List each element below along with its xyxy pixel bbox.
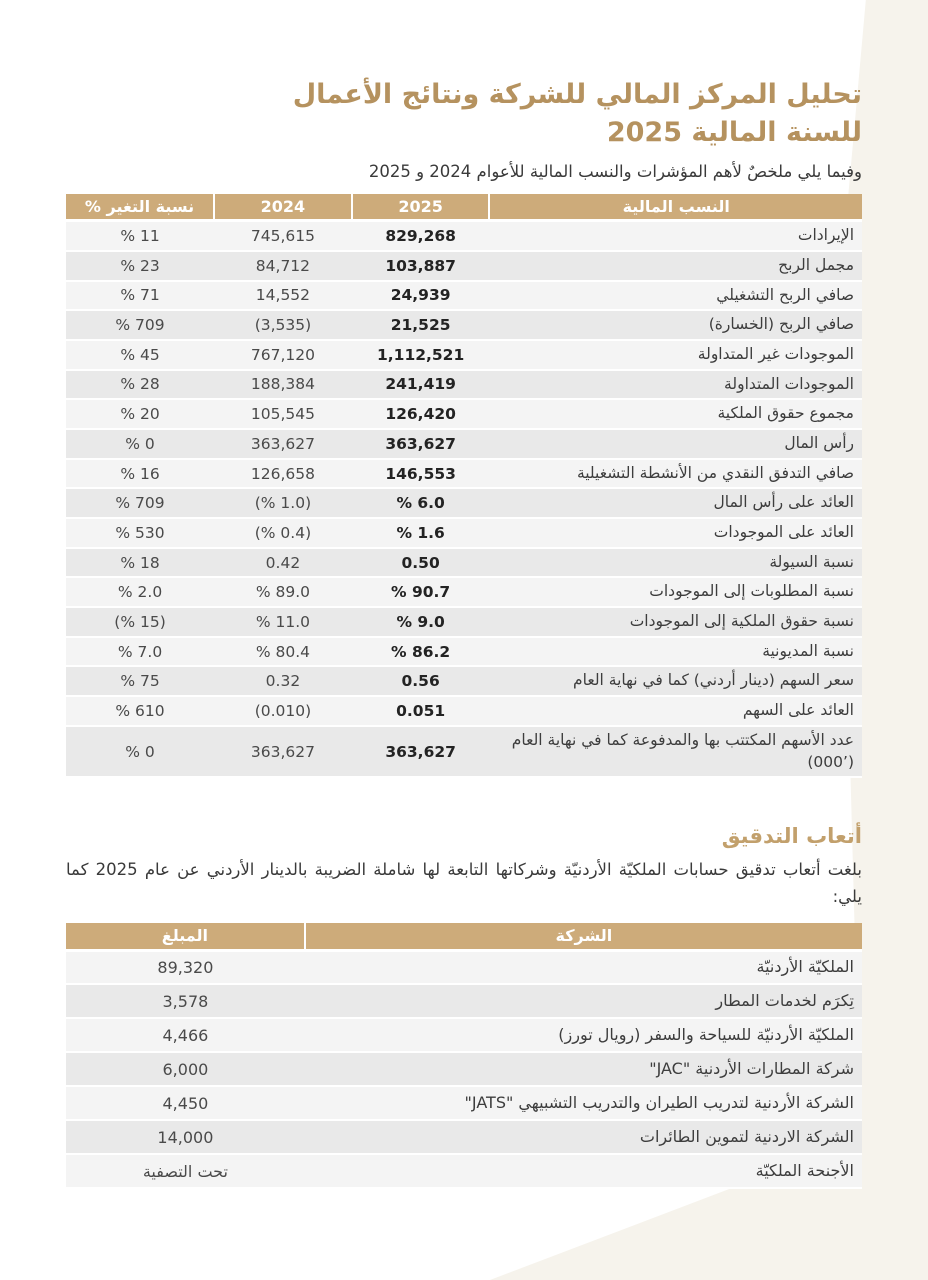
value-2025-cell: 24,939 <box>352 281 490 311</box>
change-percent-cell: % 530 <box>66 518 214 548</box>
change-percent-cell: % 16 <box>66 459 214 489</box>
change-percent-cell: % 709 <box>66 310 214 340</box>
value-2024-cell: % 89.0 <box>214 577 352 607</box>
value-2024-cell: 14,552 <box>214 281 352 311</box>
header-year-2024: 2024 <box>214 194 352 221</box>
header-change-percent: نسبة التغير % <box>66 194 214 221</box>
value-2025-cell: 363,627 <box>352 429 490 459</box>
audit-table-body <box>66 950 862 1188</box>
value-2024-cell: 84,712 <box>214 251 352 281</box>
amount-cell: 4,450 <box>66 1086 305 1120</box>
value-2024-cell: % 11.0 <box>214 607 352 637</box>
ratio-label-cell: عدد الأسهم المكتتب بها والمدفوعة كما في نهاية العام (’000) <box>489 726 862 777</box>
change-percent-cell: % 75 <box>66 666 214 696</box>
amount-cell: 89,320 <box>66 950 305 984</box>
header-company: الشركة <box>305 923 862 950</box>
company-name-cell: شركة المطارات الأردنية "JAC" <box>305 1052 862 1086</box>
change-percent-cell: % 11 <box>66 221 214 251</box>
value-2024-cell: 0.42 <box>214 548 352 578</box>
change-percent-cell: % 610 <box>66 696 214 726</box>
ratio-label-cell: رأس المال <box>489 429 862 459</box>
ratio-label-cell: نسبة حقوق الملكية إلى الموجودات <box>489 607 862 637</box>
audit-table-row <box>66 1154 862 1188</box>
financial-table-row <box>66 696 862 726</box>
value-2024-cell: 745,615 <box>214 221 352 251</box>
ratio-label-cell: نسبة المطلوبات إلى الموجودات <box>489 577 862 607</box>
ratio-label-cell: العائد على رأس المال <box>489 488 862 518</box>
financial-table-row <box>66 488 862 518</box>
financial-table-row <box>66 221 862 251</box>
amount-cell: 3,578 <box>66 984 305 1018</box>
ratio-label-cell: صافي التدفق النقدي من الأنشطة التشغيلية <box>489 459 862 489</box>
value-2025-cell: 103,887 <box>352 251 490 281</box>
value-2025-cell: 241,419 <box>352 370 490 400</box>
financial-table-row <box>66 340 862 370</box>
value-2024-cell: 363,627 <box>214 429 352 459</box>
value-2025-cell: 146,553 <box>352 459 490 489</box>
value-2024-cell: (3,535) <box>214 310 352 340</box>
value-2024-cell: 105,545 <box>214 399 352 429</box>
value-2024-cell: 188,384 <box>214 370 352 400</box>
financial-table-header <box>66 194 862 221</box>
change-percent-cell: % 0 <box>66 429 214 459</box>
value-2024-cell: 767,120 <box>214 340 352 370</box>
change-percent-cell: (% 15) <box>66 607 214 637</box>
financial-table-row <box>66 251 862 281</box>
financial-table-row <box>66 281 862 311</box>
value-2025-cell: 0.50 <box>352 548 490 578</box>
value-2025-cell: 0.56 <box>352 666 490 696</box>
audit-fees-heading: أتعاب التدقيق <box>721 824 862 849</box>
change-percent-cell: % 2.0 <box>66 577 214 607</box>
ratio-label-cell: سعر السهم (دينار أردني) كما في نهاية العام <box>489 666 862 696</box>
financial-ratios-table <box>66 194 862 779</box>
financial-table-row <box>66 548 862 578</box>
audit-table-header <box>66 923 862 950</box>
financial-table-row <box>66 518 862 548</box>
audit-fees-table <box>66 923 862 1189</box>
financial-table-row <box>66 607 862 637</box>
ratio-label-cell: مجموع حقوق الملكية <box>489 399 862 429</box>
intro-text: وفيما يلي ملخصٌ لأهم المؤشرات والنسب المالية للأعوام 2024 و 2025 <box>368 161 862 181</box>
change-percent-cell: % 709 <box>66 488 214 518</box>
amount-cell: 4,466 <box>66 1018 305 1052</box>
value-2024-cell: (0.010) <box>214 696 352 726</box>
ratio-label-cell: العائد على الموجودات <box>489 518 862 548</box>
value-2025-cell: % 9.0 <box>352 607 490 637</box>
change-percent-cell: % 0 <box>66 726 214 777</box>
change-percent-cell: % 18 <box>66 548 214 578</box>
company-name-cell: الشركة الاردنية لتموين الطائرات <box>305 1120 862 1154</box>
value-2025-cell: 21,525 <box>352 310 490 340</box>
ratio-label-cell: الموجودات غير المتداولة <box>489 340 862 370</box>
value-2025-cell: % 90.7 <box>352 577 490 607</box>
change-percent-cell: % 71 <box>66 281 214 311</box>
ratio-label-cell: الموجودات المتداولة <box>489 370 862 400</box>
audit-fees-paragraph: بلغت أتعاب تدقيق حسابات الملكيّة الأردنيّة وشركاتها التابعة لها شاملة الضريبة بالدينار الأردني عن عام 2025 كما يلي: <box>66 860 862 906</box>
header-ratio-name: النسب المالية <box>489 194 862 221</box>
value-2024-cell: (% 0.4) <box>214 518 352 548</box>
company-name-cell: الشركة الأردنية لتدريب الطيران والتدريب التشبيهي "JATS" <box>305 1086 862 1120</box>
financial-table-row <box>66 666 862 696</box>
audit-table-row <box>66 1018 862 1052</box>
amount-cell: 6,000 <box>66 1052 305 1086</box>
financial-table-body <box>66 221 862 778</box>
value-2024-cell: 0.32 <box>214 666 352 696</box>
financial-table-row <box>66 310 862 340</box>
value-2025-cell: 126,420 <box>352 399 490 429</box>
ratio-label-cell: الإيرادات <box>489 221 862 251</box>
change-percent-cell: % 23 <box>66 251 214 281</box>
audit-table-row <box>66 1120 862 1154</box>
ratio-label-cell: مجمل الربح <box>489 251 862 281</box>
value-2024-cell: (% 1.0) <box>214 488 352 518</box>
ratio-label-cell: العائد على السهم <box>489 696 862 726</box>
value-2024-cell: 363,627 <box>214 726 352 777</box>
company-name-cell: تِكرَم لخدمات المطار <box>305 984 862 1018</box>
audit-table-row <box>66 1086 862 1120</box>
value-2025-cell: 829,268 <box>352 221 490 251</box>
value-2024-cell: 126,658 <box>214 459 352 489</box>
header-amount: المبلغ <box>66 923 305 950</box>
financial-table-row <box>66 370 862 400</box>
financial-table-row <box>66 399 862 429</box>
value-2025-cell: % 86.2 <box>352 637 490 667</box>
financial-table-row <box>66 637 862 667</box>
change-percent-cell: % 28 <box>66 370 214 400</box>
value-2025-cell: % 1.6 <box>352 518 490 548</box>
change-percent-cell: % 20 <box>66 399 214 429</box>
company-name-cell: الملكيّة الأردنيّة للسياحة والسفر (رويال تورز) <box>305 1018 862 1052</box>
ratio-label-cell: صافي الربح (الخسارة) <box>489 310 862 340</box>
page-title-line1: تحليل المركز المالي للشركة ونتائج الأعمال <box>292 79 862 110</box>
page-title <box>66 76 862 153</box>
page-title-line2: للسنة المالية 2025 <box>606 117 862 149</box>
amount-cell: 14,000 <box>66 1120 305 1154</box>
ratio-label-cell: صافي الربح التشغيلي <box>489 281 862 311</box>
value-2025-cell: % 6.0 <box>352 488 490 518</box>
value-2025-cell: 0.051 <box>352 696 490 726</box>
ratio-label-cell: نسبة المديونية <box>489 637 862 667</box>
audit-table-row <box>66 1052 862 1086</box>
financial-table-row <box>66 726 862 777</box>
financial-table-row <box>66 577 862 607</box>
amount-cell: تحت التصفية <box>66 1154 305 1188</box>
company-name-cell: الملكيّة الأردنيّة <box>305 950 862 984</box>
value-2025-cell: 363,627 <box>352 726 490 777</box>
financial-table-row <box>66 429 862 459</box>
value-2024-cell: % 80.4 <box>214 637 352 667</box>
value-2025-cell: 1,112,521 <box>352 340 490 370</box>
header-year-2025: 2025 <box>352 194 490 221</box>
company-name-cell: الأجنحة الملكيّة <box>305 1154 862 1188</box>
audit-table-row <box>66 984 862 1018</box>
financial-table-row <box>66 459 862 489</box>
audit-table-row <box>66 950 862 984</box>
ratio-label-cell: نسبة السيولة <box>489 548 862 578</box>
change-percent-cell: % 7.0 <box>66 637 214 667</box>
change-percent-cell: % 45 <box>66 340 214 370</box>
